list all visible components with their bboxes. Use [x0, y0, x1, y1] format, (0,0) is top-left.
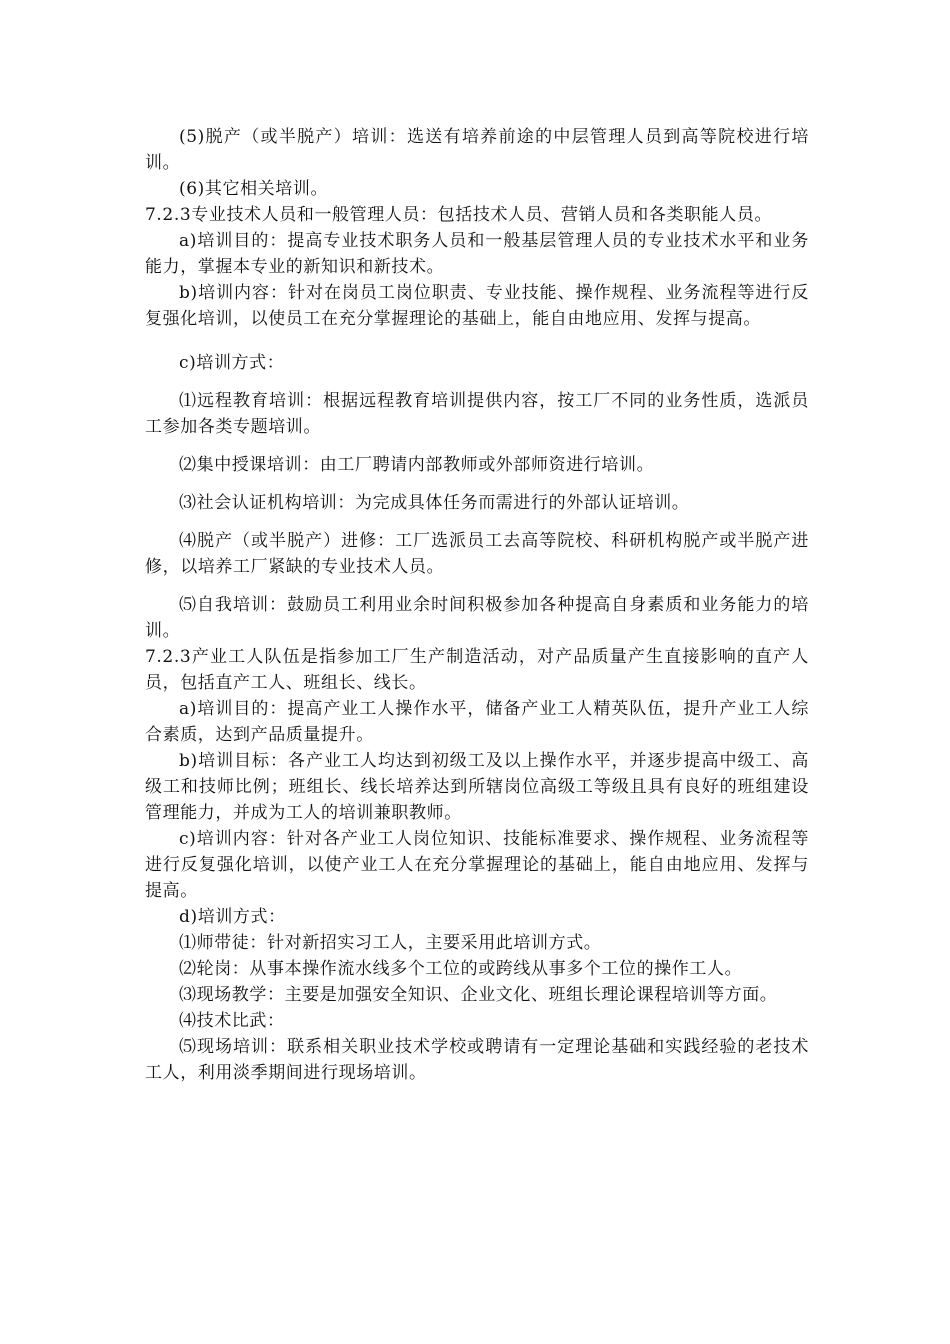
paragraph-c-training-methods: c)培训方式：: [179, 353, 285, 373]
document-body: [145, 124, 809, 1086]
paragraph-b-worker-training-goal: b)培训目标：各产业工人均达到初级工及以上操作水平，并逐步提高中级工、高级工和技师比例；班组长、线长培养达到所辖岗位高级工等级且具有良好的班组建设管理能力，并成为工人的培训兼职教师。: [145, 751, 809, 823]
paragraph-d-worker-training-methods: d)培训方式：: [179, 907, 286, 927]
paragraph-1-apprenticeship: ⑴师带徒：针对新招实习工人，主要采用此培训方式。: [179, 933, 602, 953]
paragraph-3-onsite-teaching: ⑶现场教学：主要是加强安全知识、企业文化、班组长理论课程培训等方面。: [179, 985, 778, 1005]
paragraph-a-worker-training-purpose: a)培训目的：提高产业工人操作水平，储备产业工人精英队伍，提升产业工人综合素质，达到产品质量提升。: [145, 699, 809, 745]
paragraph-6-other-training: (6)其它相关培训。: [179, 179, 329, 199]
paragraph-5-offjob-training: (5)脱产（或半脱产）培训：选送有培养前途的中层管理人员到高等院校进行培训。: [145, 127, 809, 173]
paragraph-c-worker-training-content: c)培训内容：针对各产业工人岗位知识、技能标准要求、操作规程、业务流程等进行反复强化培训，以使产业工人在充分掌握理论的基础上，能自由地应用、发挥与提高。: [145, 829, 809, 901]
section-7-2-3-professional-staff: 7.2.3专业技术人员和一般管理人员：包括技术人员、营销人员和各类职能人员。: [145, 205, 773, 225]
paragraph-5-onsite-training: ⑸现场培训：联系相关职业技术学校或聘请有一定理论基础和实践经验的老技术工人，利用淡季期间进行现场培训。: [145, 1037, 809, 1083]
paragraph-4-further-study: ⑷脱产（或半脱产）进修：工厂选派员工去高等院校、科研机构脱产或半脱产进修，以培养工厂紧缺的专业技术人员。: [145, 531, 809, 577]
paragraph-b-training-content: b)培训内容：针对在岗员工岗位职责、专业技能、操作规程、业务流程等进行反复强化培训，以使员工在充分掌握理论的基础上，能自由地应用、发挥与提高。: [145, 283, 809, 329]
paragraph-2-centralized-teaching: ⑵集中授课培训：由工厂聘请内部教师或外部师资进行培训。: [179, 455, 655, 475]
section-7-2-3-industrial-workers: 7.2.3产业工人队伍是指参加工厂生产制造活动，对产品质量产生直接影响的直产人员，包括直产工人、班组长、线长。: [145, 647, 809, 693]
paragraph-3-certification-training: ⑶社会认证机构培训：为完成具体任务而需进行的外部认证培训。: [179, 493, 690, 513]
paragraph-4-skill-competition: ⑷技术比武：: [179, 1011, 285, 1031]
paragraph-5-self-training: ⑸自我培训：鼓励员工利用业余时间积极参加各种提高自身素质和业务能力的培训。: [145, 595, 809, 641]
paragraph-a-training-purpose: a)培训目的：提高专业技术职务人员和一般基层管理人员的专业技术水平和业务能力，掌握本专业的新知识和新技术。: [145, 231, 809, 277]
paragraph-1-remote-education: ⑴远程教育培训：根据远程教育培训提供内容，按工厂不同的业务性质，选派员工参加各类专题培训。: [145, 391, 809, 437]
paragraph-2-job-rotation: ⑵轮岗：从事本操作流水线多个工位的或跨线从事多个工位的操作工人。: [179, 959, 743, 979]
